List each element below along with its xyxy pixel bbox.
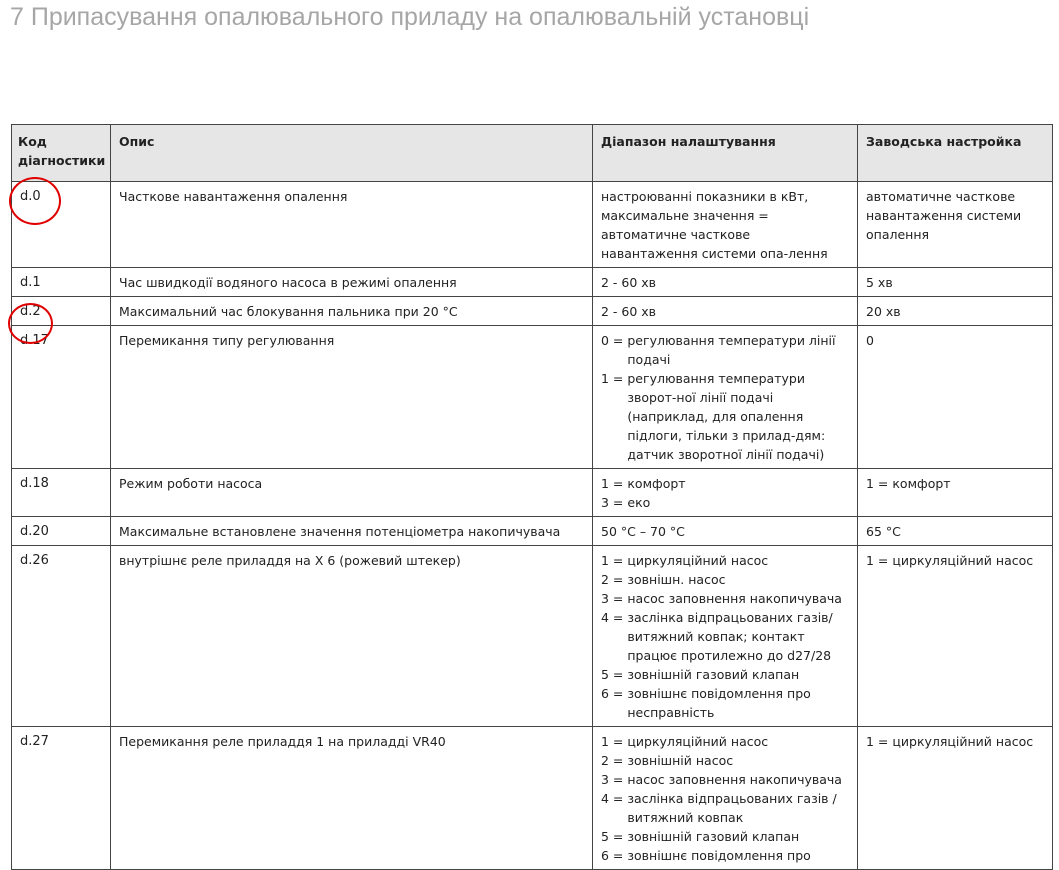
row-code: d.27 — [12, 727, 111, 870]
range-option — [601, 589, 849, 608]
range-option-key: 1 = — [601, 734, 628, 749]
range-option-value: комфорт — [627, 476, 686, 491]
highlight-circle-d2 — [8, 303, 53, 344]
range-option-key: 1 = — [601, 371, 628, 386]
range-option-key: 3 = — [601, 495, 628, 510]
range-option-key: 5 = — [601, 667, 628, 682]
range-text: настроюванні показники в кВт, максимальне значення = автоматичне часткове навантаження системи опа-лення — [601, 189, 828, 261]
page-title: 7 Припасування опалювального приладу на опалювальній установці — [10, 3, 810, 31]
range-option-value: зовнішній насос — [627, 753, 734, 768]
row-range — [593, 469, 858, 517]
range-option-value: заслінка відпрацьованих газів / витяжний ковпак — [627, 791, 837, 825]
range-option — [601, 608, 849, 665]
range-option-value: зовнішнє повідомлення про — [627, 848, 811, 863]
header-factory-setting: Заводська настройка — [858, 125, 1053, 182]
row-code: d.0 — [12, 182, 111, 268]
row-description: внутрішнє реле приладдя на X 6 (рожевий штекер) — [111, 546, 593, 727]
range-option-value: регулювання температури лінії подачі — [627, 333, 836, 367]
range-option-key: 6 = — [601, 686, 628, 701]
row-description: Максимальне встановлене значення потенціометра накопичувача — [111, 517, 593, 546]
range-option-key: 0 = — [601, 333, 628, 348]
row-range — [593, 326, 858, 469]
range-option-key: 3 = — [601, 591, 628, 606]
row-factory-setting: 5 хв — [858, 268, 1053, 297]
table-row — [12, 469, 1053, 517]
range-option-key: 4 = — [601, 610, 628, 625]
row-description: Максимальний час блокування пальника при 20 °C — [111, 297, 593, 326]
range-option-value: насос заповнення накопичувача — [627, 591, 842, 606]
range-option-key: 2 = — [601, 572, 628, 587]
table-row — [12, 546, 1053, 727]
range-option — [601, 369, 849, 464]
row-range — [593, 546, 858, 727]
row-code: d.1 — [12, 268, 111, 297]
header-row — [12, 125, 1053, 182]
range-option — [601, 751, 849, 770]
range-option-key: 3 = — [601, 772, 628, 787]
header-description: Опис — [111, 125, 593, 182]
range-option — [601, 732, 849, 751]
range-option-value: зовнішній газовий клапан — [627, 829, 800, 844]
row-code: d.20 — [12, 517, 111, 546]
row-factory-setting: автоматичне часткове навантаження системи опалення — [858, 182, 1053, 268]
table-row — [12, 182, 1053, 268]
range-option-key: 1 = — [601, 553, 628, 568]
range-option-key: 1 = — [601, 476, 628, 491]
range-option-value: циркуляційний насос — [627, 553, 769, 568]
table-row — [12, 517, 1053, 546]
range-option-value: зовнішнє повідомлення про несправність — [627, 686, 811, 720]
range-option — [601, 827, 849, 846]
range-option — [601, 331, 849, 369]
range-text: 2 - 60 хв — [601, 275, 657, 290]
highlight-circle-d0 — [9, 177, 61, 225]
range-option — [601, 551, 849, 570]
table-row — [12, 727, 1053, 870]
table-body — [12, 182, 1053, 870]
row-description: Перемикання реле приладдя 1 на приладді VR40 — [111, 727, 593, 870]
range-option — [601, 570, 849, 589]
row-range — [593, 727, 858, 870]
row-code: d.2 — [12, 297, 111, 326]
row-factory-setting: 0 — [858, 326, 1053, 469]
range-option — [601, 846, 849, 865]
row-factory-setting: 1 = циркуляційний насос — [858, 546, 1053, 727]
range-text: 50 °C – 70 °C — [601, 524, 685, 539]
row-factory-setting: 1 = комфорт — [858, 469, 1053, 517]
range-option-value: зовнішній газовий клапан — [627, 667, 800, 682]
range-option-value: циркуляційний насос — [627, 734, 769, 749]
range-option-value: насос заповнення накопичувача — [627, 772, 842, 787]
row-factory-setting: 20 хв — [858, 297, 1053, 326]
row-range — [593, 182, 858, 268]
table-row — [12, 297, 1053, 326]
range-option-key: 5 = — [601, 829, 628, 844]
range-option — [601, 493, 849, 512]
range-option — [601, 770, 849, 789]
table-row — [12, 326, 1053, 469]
range-option-key: 2 = — [601, 753, 628, 768]
row-description: Перемикання типу регулювання — [111, 326, 593, 469]
row-factory-setting: 1 = циркуляційний насос — [858, 727, 1053, 870]
row-range — [593, 297, 858, 326]
diagnostic-codes-table — [11, 124, 1053, 870]
range-option-value: регулювання температури зворот-ної лінії подачі (наприклад, для опалення підлоги, тільки з прилад-дям: датчик зворотної лінії подачі) — [627, 371, 826, 462]
row-description: Часткове навантаження опалення — [111, 182, 593, 268]
table-row — [12, 268, 1053, 297]
range-option-key: 6 = — [601, 848, 628, 863]
range-option — [601, 789, 849, 827]
row-code: d.18 — [12, 469, 111, 517]
range-option-value: заслінка відпрацьованих газів/ витяжний ковпак; контакт працює протилежно до d27/28 — [627, 610, 833, 663]
row-description: Режим роботи насоса — [111, 469, 593, 517]
range-option-key: 4 = — [601, 791, 628, 806]
range-option — [601, 474, 849, 493]
range-option — [601, 684, 849, 722]
range-option-value: еко — [627, 495, 651, 510]
row-code: d.17 — [12, 326, 111, 469]
row-code: d.26 — [12, 546, 111, 727]
header-code: Код діагностики — [12, 125, 111, 182]
row-description: Час швидкодії водяного насоса в режимі опалення — [111, 268, 593, 297]
row-range — [593, 268, 858, 297]
range-option-value: зовнішн. насос — [627, 572, 726, 587]
range-option — [601, 665, 849, 684]
row-factory-setting: 65 °C — [858, 517, 1053, 546]
range-text: 2 - 60 хв — [601, 304, 657, 319]
row-range — [593, 517, 858, 546]
table-header — [12, 125, 1053, 182]
header-range: Діапазон налаштування — [593, 125, 858, 182]
